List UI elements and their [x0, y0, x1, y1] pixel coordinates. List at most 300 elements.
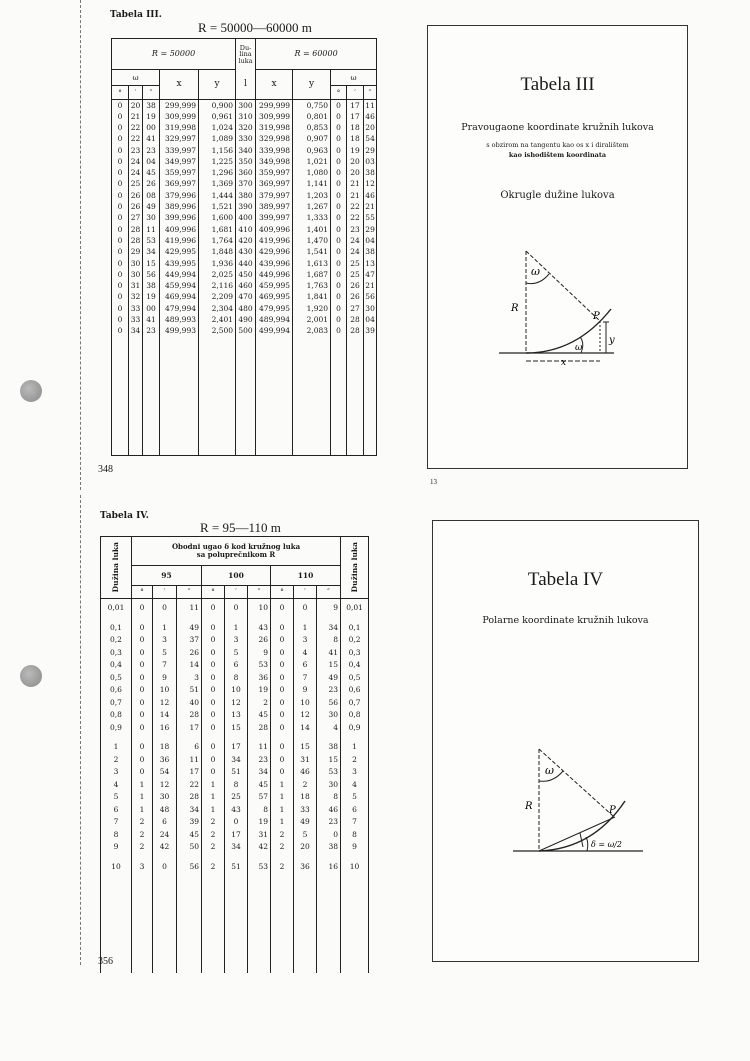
omega-deg-50000: 0 — [112, 292, 129, 303]
table-filler-cell — [153, 853, 177, 860]
min-100: 13 — [225, 709, 248, 722]
page-subtitle: Pravougaone koordinate kružnih lukova — [461, 122, 654, 133]
deg-100: 0 — [202, 696, 225, 709]
deg-110: 2 — [271, 860, 294, 873]
table-row — [112, 190, 377, 201]
sec-95: 11 — [177, 602, 202, 615]
table-filler-cell — [341, 614, 369, 621]
omega-min-50000: 28 — [129, 224, 143, 235]
omega-deg-60000: 0 — [331, 280, 347, 291]
y-60000: 0,853 — [293, 122, 331, 133]
page-description: s obzirom na tangentu kao os x i diralištem — [486, 141, 629, 149]
table-row — [101, 621, 369, 634]
min-100: 34 — [225, 841, 248, 854]
sec-95: 6 — [177, 741, 202, 754]
table-row — [101, 873, 369, 973]
x-50000: 389,996 — [160, 201, 199, 212]
arc-length: 4 — [341, 778, 369, 791]
omega-sec-60000: 12 — [365, 179, 375, 189]
min-95: 36 — [153, 753, 177, 766]
sec-95: 50 — [177, 841, 202, 854]
header-degrees: ° — [132, 586, 153, 599]
header-radius-95: 95 — [132, 566, 202, 586]
y-60000: 1,920 — [293, 303, 331, 314]
x-60000: 379,997 — [256, 190, 293, 201]
omega-deg-50000: 0 — [112, 314, 129, 325]
x-60000: 299,999 — [256, 100, 293, 111]
table-filler-cell — [294, 853, 317, 860]
arc-length: 410 — [236, 224, 256, 235]
omega-sec-60000: 21 — [365, 202, 375, 212]
x-60000: 449,996 — [256, 269, 293, 280]
omega-sec-60000: 56 — [365, 292, 375, 302]
x-60000: 349,998 — [256, 156, 293, 167]
omega-deg-50000: 0 — [112, 325, 129, 336]
deg-95: 2 — [132, 828, 153, 841]
arc-length: 3 — [341, 766, 369, 779]
y-60000: 0,801 — [293, 111, 331, 122]
table-row — [101, 659, 369, 672]
table-filler-cell — [202, 614, 225, 621]
min-100: 8 — [225, 671, 248, 684]
omega-deg-50000: 0 — [112, 100, 129, 111]
arc-length: 0,5 — [101, 671, 132, 684]
omega-deg-50000: 0 — [112, 235, 129, 246]
sec-110: 30 — [317, 778, 341, 791]
arc-length: 0,7 — [341, 696, 369, 709]
deg-95: 0 — [132, 766, 153, 779]
omega-sec-50000: 00 — [143, 303, 160, 314]
omega-min-60000: 28 — [347, 325, 364, 336]
deg-100: 0 — [202, 721, 225, 734]
table-row — [101, 671, 369, 684]
omega-min-60000: 26 — [347, 280, 364, 291]
table-row — [112, 235, 377, 246]
y-60000: 1,333 — [293, 212, 331, 223]
omega-sec-50000: 41 — [143, 314, 160, 325]
radius-label: R — [511, 303, 519, 314]
header-minutes: ′ — [129, 86, 143, 100]
table-filler-cell — [271, 853, 294, 860]
table-row — [101, 696, 369, 709]
x-60000: 359,997 — [256, 167, 293, 178]
deg-100: 2 — [202, 860, 225, 873]
omega-deg-50000: 0 — [112, 224, 129, 235]
omega-sec-50000: 41 — [143, 133, 160, 144]
min-100: 6 — [225, 659, 248, 672]
table-filler-cell — [132, 873, 153, 973]
min-100: 3 — [225, 634, 248, 647]
arc-length: 470 — [236, 292, 256, 303]
omega-sec-60000: 54 — [365, 134, 375, 144]
y-50000: 1,764 — [199, 235, 236, 246]
omega-deg-60000: 0 — [331, 303, 347, 314]
table-row — [101, 853, 369, 860]
fold-line — [80, 0, 82, 490]
omega-sec-60000: 11 — [365, 100, 375, 110]
omega-sec-60000: 55 — [365, 213, 375, 223]
table-row — [112, 212, 377, 223]
y-50000: 2,116 — [199, 280, 236, 291]
table-row — [112, 303, 377, 314]
x-60000: 329,998 — [256, 133, 293, 144]
deg-110: 0 — [271, 684, 294, 697]
omega-deg-50000: 0 — [112, 145, 129, 156]
min-100: 0 — [225, 816, 248, 829]
sec-95: 34 — [177, 803, 202, 816]
table-row — [101, 602, 369, 615]
header-arc-length — [341, 537, 369, 599]
x-50000: 319,998 — [160, 122, 199, 133]
sec-110: 23 — [317, 816, 341, 829]
omega-deg-60000: 0 — [331, 111, 347, 122]
arc-length: 0,5 — [341, 671, 369, 684]
arc-length: 2 — [101, 753, 132, 766]
table-filler-cell — [225, 873, 248, 973]
table-row — [101, 816, 369, 829]
omega-deg-50000: 0 — [112, 212, 129, 223]
header-degrees: ° — [112, 86, 129, 100]
table-row — [112, 122, 377, 133]
deg-100: 2 — [202, 841, 225, 854]
table-filler-cell — [132, 614, 153, 621]
sec-110: 38 — [317, 741, 341, 754]
sec-110: 46 — [317, 803, 341, 816]
table-filler-cell — [294, 614, 317, 621]
omega-sec-50000: 11 — [143, 224, 160, 235]
min-110: 15 — [294, 741, 317, 754]
sec-95: 49 — [177, 621, 202, 634]
table-row — [112, 325, 377, 336]
deg-95: 0 — [132, 741, 153, 754]
table-filler-cell — [177, 614, 202, 621]
omega-min-50000: 26 — [129, 190, 143, 201]
omega-min-60000: 17 — [347, 111, 364, 122]
sec-95: 17 — [177, 721, 202, 734]
deg-110: 0 — [271, 766, 294, 779]
deg-95: 0 — [132, 684, 153, 697]
sec-95: 11 — [177, 753, 202, 766]
sec-110: 16 — [317, 860, 341, 873]
header-seconds: ″ — [177, 586, 202, 599]
omega-deg-50000: 0 — [112, 133, 129, 144]
arc-length: 480 — [236, 303, 256, 314]
omega-sec-60000: 13 — [365, 258, 375, 268]
omega-sec-50000: 19 — [143, 111, 160, 122]
deg-110: 0 — [271, 696, 294, 709]
min-95: 14 — [153, 709, 177, 722]
sec-110: 8 — [317, 634, 341, 647]
omega-min-50000: 32 — [129, 292, 143, 303]
omega-deg-60000: 0 — [331, 167, 347, 178]
deg-100: 1 — [202, 791, 225, 804]
table-filler-cell — [112, 337, 129, 455]
min-110: 3 — [294, 634, 317, 647]
y-60000: 1,613 — [293, 258, 331, 269]
page-description: Okrugle dužine lukova — [500, 190, 615, 201]
deg-110: 1 — [271, 791, 294, 804]
arc-length: 0,2 — [101, 634, 132, 647]
sec-100: 10 — [248, 602, 271, 615]
sec-100: 23 — [248, 753, 271, 766]
table-row — [112, 292, 377, 303]
omega-sec-60000: 04 — [365, 315, 375, 325]
arc-length: 6 — [341, 803, 369, 816]
omega-min-50000: 29 — [129, 246, 143, 257]
table-row — [112, 269, 377, 280]
omega-min-60000: 27 — [347, 303, 364, 314]
sec-95: 14 — [177, 659, 202, 672]
omega-deg-60000: 0 — [331, 179, 347, 190]
x-50000: 459,994 — [160, 280, 199, 291]
x-60000: 369,997 — [256, 179, 293, 190]
y-60000: 1,763 — [293, 280, 331, 291]
table-row — [112, 156, 377, 167]
header-title-line: Obodni ugao δ kod kružnog luka — [171, 541, 301, 551]
omega-min-60000: 18 — [347, 122, 364, 133]
min-100: 34 — [225, 753, 248, 766]
deg-100: 0 — [202, 671, 225, 684]
omega-min-50000: 23 — [129, 145, 143, 156]
omega-deg-60000: 0 — [331, 145, 347, 156]
min-110: 49 — [294, 816, 317, 829]
table-row — [101, 734, 369, 741]
omega-sec-50000: 04 — [143, 156, 160, 167]
min-100: 17 — [225, 828, 248, 841]
arc-length: 8 — [101, 828, 132, 841]
sec-110: 53 — [317, 766, 341, 779]
table-row — [101, 841, 369, 854]
y-60000: 1,141 — [293, 179, 331, 190]
sec-95: 51 — [177, 684, 202, 697]
arc-length: 7 — [341, 816, 369, 829]
y-60000: 1,203 — [293, 190, 331, 201]
arc-length: 0,6 — [341, 684, 369, 697]
x-50000: 379,996 — [160, 190, 199, 201]
x-60000: 399,997 — [256, 212, 293, 223]
header-l: l — [236, 70, 256, 100]
table-filler-cell — [202, 734, 225, 741]
omega-sec-50000: 38 — [143, 100, 160, 111]
table-filler-cell — [248, 853, 271, 860]
sec-110: 8 — [317, 791, 341, 804]
sec-100: 8 — [248, 803, 271, 816]
omega-deg-60000: 0 — [331, 325, 347, 336]
omega-sec-60000: 03 — [365, 156, 375, 166]
sec-95: 22 — [177, 778, 202, 791]
sec-95: 40 — [177, 696, 202, 709]
header-minutes: ′ — [294, 586, 317, 599]
deg-95: 2 — [132, 816, 153, 829]
min-110: 36 — [294, 860, 317, 873]
page-description: kao ishodištem koordinata — [508, 151, 607, 159]
header-omega: ω — [112, 70, 160, 86]
sec-100: 2 — [248, 696, 271, 709]
sec-100: 31 — [248, 828, 271, 841]
arc-length: 0,6 — [101, 684, 132, 697]
min-110: 4 — [294, 646, 317, 659]
table-filler-cell — [153, 734, 177, 741]
point-label: P — [593, 311, 600, 322]
x-50000: 309,999 — [160, 111, 199, 122]
x-50000: 499,993 — [160, 325, 199, 336]
arc-length: 0,3 — [341, 646, 369, 659]
arc-length: 4 — [101, 778, 132, 791]
deg-95: 0 — [132, 709, 153, 722]
arc-length: 10 — [341, 860, 369, 873]
deg-110: 0 — [271, 602, 294, 615]
deg-100: 1 — [202, 803, 225, 816]
omega-sec-50000: 56 — [143, 269, 160, 280]
x-50000: 429,995 — [160, 246, 199, 257]
omega-min-60000: 21 — [347, 190, 364, 201]
deg-100: 0 — [202, 741, 225, 754]
arc-length: 390 — [236, 201, 256, 212]
deg-110: 0 — [271, 753, 294, 766]
deg-110: 0 — [271, 721, 294, 734]
deg-100: 0 — [202, 766, 225, 779]
omega-sec-60000: 20 — [365, 122, 375, 132]
omega-sec-60000: 29 — [365, 224, 375, 234]
header-seconds: ″ — [317, 586, 341, 599]
omega-min-50000: 30 — [129, 258, 143, 269]
y-60000: 1,541 — [293, 246, 331, 257]
table-filler-cell — [101, 614, 132, 621]
header-minutes: ′ — [347, 86, 364, 100]
min-100: 10 — [225, 684, 248, 697]
table-filler-cell — [153, 873, 177, 973]
min-95: 0 — [153, 602, 177, 615]
omega-min-60000: 28 — [347, 314, 364, 325]
arc-length: 0,3 — [101, 646, 132, 659]
polar-coordinates-diagram — [503, 741, 653, 866]
arc-length: 0,4 — [101, 659, 132, 672]
omega-sec-50000: 19 — [143, 292, 160, 303]
table-filler-cell — [199, 337, 236, 455]
sec-95: 28 — [177, 791, 202, 804]
min-95: 54 — [153, 766, 177, 779]
delta-label: δ = ω/2 — [591, 840, 622, 849]
deg-110: 2 — [271, 828, 294, 841]
omega-min-60000: 20 — [347, 156, 364, 167]
deg-100: 0 — [202, 659, 225, 672]
sec-100: 53 — [248, 659, 271, 672]
x-50000: 479,994 — [160, 303, 199, 314]
table-filler-cell — [177, 734, 202, 741]
min-100: 15 — [225, 721, 248, 734]
header-radius-100: 100 — [202, 566, 271, 586]
omega-deg-60000: 0 — [331, 133, 347, 144]
header-arc-length: Du-lina luka — [236, 39, 256, 70]
sec-95: 56 — [177, 860, 202, 873]
omega-sec-60000: 47 — [365, 269, 375, 279]
y-label: y — [609, 335, 615, 346]
table-iii — [111, 38, 377, 455]
table-filler-cell — [271, 614, 294, 621]
table-filler-cell — [225, 853, 248, 860]
table-row — [101, 766, 369, 779]
table-row — [112, 133, 377, 144]
min-100: 51 — [225, 766, 248, 779]
x-50000: 329,997 — [160, 133, 199, 144]
header-degrees: ° — [202, 586, 225, 599]
table-row — [101, 860, 369, 873]
header-arc-length — [101, 537, 132, 599]
deg-110: 0 — [271, 741, 294, 754]
omega-min-50000: 31 — [129, 280, 143, 291]
table-filler-cell — [202, 873, 225, 973]
table-filler-cell — [317, 853, 341, 860]
x-50000: 419,996 — [160, 235, 199, 246]
deg-95: 3 — [132, 860, 153, 873]
header-arc-length-label: Dužina luka — [111, 541, 121, 592]
y-50000: 2,401 — [199, 314, 236, 325]
omega-min-50000: 22 — [129, 133, 143, 144]
omega-deg-50000: 0 — [112, 111, 129, 122]
min-110: 5 — [294, 828, 317, 841]
x-60000: 489,994 — [256, 314, 293, 325]
y-60000: 2,083 — [293, 325, 331, 336]
arc-length: 7 — [101, 816, 132, 829]
omega-deg-50000: 0 — [112, 280, 129, 291]
omega-min-60000: 20 — [347, 167, 364, 178]
table-label: Tabela IV. — [100, 511, 149, 521]
arc-length: 2 — [341, 753, 369, 766]
x-50000: 449,994 — [160, 269, 199, 280]
x-60000: 459,995 — [256, 280, 293, 291]
omega-deg-50000: 0 — [112, 303, 129, 314]
omega-min-50000: 24 — [129, 167, 143, 178]
x-label: x — [561, 358, 567, 368]
omega-deg-60000: 0 — [331, 122, 347, 133]
min-110: 31 — [294, 753, 317, 766]
header-seconds: ″ — [143, 86, 160, 100]
omega-sec-50000: 30 — [143, 212, 160, 223]
deg-95: 1 — [132, 791, 153, 804]
fold-line — [80, 495, 82, 965]
arc-length: 0,2 — [341, 634, 369, 647]
y-50000: 1,936 — [199, 258, 236, 269]
omega-deg-60000: 0 — [331, 190, 347, 201]
sec-95: 37 — [177, 634, 202, 647]
arc-length: 1 — [341, 741, 369, 754]
sec-100: 45 — [248, 778, 271, 791]
sec-100: 19 — [248, 684, 271, 697]
x-60000: 389,997 — [256, 201, 293, 212]
omega-min-50000: 34 — [129, 325, 143, 336]
min-95: 0 — [153, 860, 177, 873]
omega-deg-50000: 0 — [112, 201, 129, 212]
x-60000: 429,996 — [256, 246, 293, 257]
arc-length: 340 — [236, 145, 256, 156]
table-row — [101, 634, 369, 647]
deg-110: 2 — [271, 841, 294, 854]
deg-100: 0 — [202, 621, 225, 634]
omega-min-60000: 25 — [347, 258, 364, 269]
deg-100: 0 — [202, 602, 225, 615]
table-filler-cell — [294, 873, 317, 973]
min-100: 51 — [225, 860, 248, 873]
omega-deg-50000: 0 — [112, 167, 129, 178]
table-row — [101, 684, 369, 697]
arc-length: 5 — [341, 791, 369, 804]
y-50000: 2,500 — [199, 325, 236, 336]
sec-95: 3 — [177, 671, 202, 684]
header-y: y — [199, 70, 236, 100]
y-60000: 1,267 — [293, 201, 331, 212]
omega-min-60000: 25 — [347, 269, 364, 280]
deg-110: 0 — [271, 659, 294, 672]
